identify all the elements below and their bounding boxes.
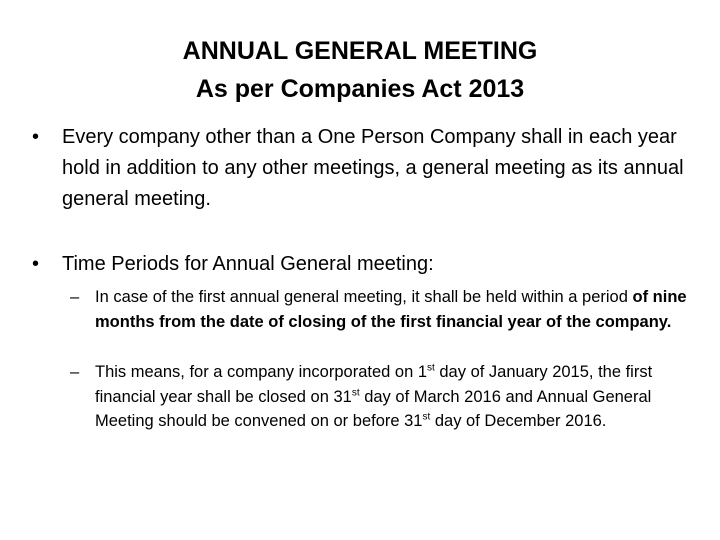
bullet-item-2 bbox=[32, 249, 692, 280]
superscript-st: st bbox=[422, 411, 431, 423]
sub2-text-2: day of January 2015, the first financial year shall be closed on 31 bbox=[95, 363, 653, 406]
title-line-2: As per Companies Act 2013 bbox=[195, 75, 525, 103]
title-line-1: ANNUAL GENERAL MEETING bbox=[182, 37, 538, 65]
sub2-text-1: This means, for a company incorporated on 1 bbox=[95, 363, 428, 381]
sub-bullet-2 bbox=[70, 360, 690, 434]
bullet-marker: • bbox=[32, 253, 40, 275]
sub1-regular-text: In case of the first annual general meeting, it shall be held within a period bbox=[95, 288, 633, 306]
bullet-marker: • bbox=[32, 126, 40, 148]
bullet-text-1: Every company other than a One Person Company shall in each year hold in addition to any other meetings, a general meeting as its annual general meeting. bbox=[62, 126, 684, 210]
sub2-text-3: day of March 2016 and Annual General Meeting should be convened on or before 31 bbox=[95, 387, 652, 430]
sub1-bold-text: of nine months from the date of closing of the first financial year of the company. bbox=[95, 288, 687, 331]
superscript-st: st bbox=[351, 387, 360, 398]
sub-bullet-text-2 bbox=[70, 360, 690, 434]
sub-bullet-text-1 bbox=[70, 285, 690, 334]
bullet-text-2: Time Periods for Annual General meeting: bbox=[62, 253, 434, 275]
sub-bullet-1 bbox=[70, 285, 690, 334]
slide-title bbox=[0, 32, 720, 108]
bullet-item-1 bbox=[32, 122, 692, 215]
superscript-st: st bbox=[427, 362, 435, 374]
dash-marker: – bbox=[70, 288, 80, 306]
sub2-text-4: day of December 2016. bbox=[430, 412, 607, 430]
dash-marker: – bbox=[70, 363, 80, 381]
